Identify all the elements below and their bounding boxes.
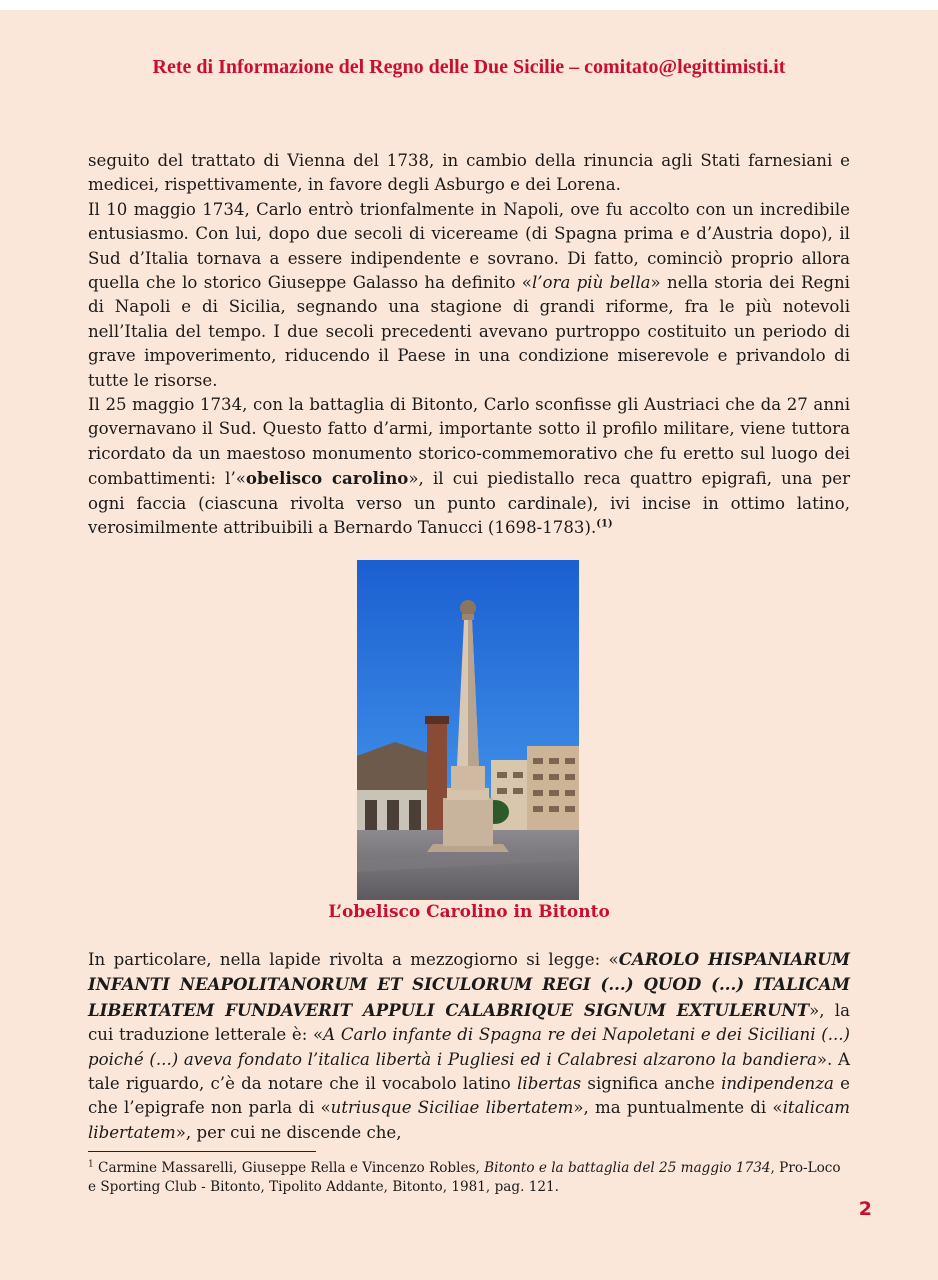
page-header: Rete di Informazione del Regno delle Due Sicilie – comitato@legittimisti.it	[152, 56, 786, 78]
body-text-bottom	[88, 947, 850, 1145]
footnote-reference[interactable]: (1)	[596, 518, 613, 530]
paragraph: Il 25 maggio 1734, con la battaglia di Bitonto, Carlo sconfisse gli Austriaci che da 27 anni governavano il Sud. Questo fatto d’armi, importante sotto il profilo militare, viene tuttora ricordato da un maestoso monumento storico-commemorativo che fu eretto sul luogo dei combattimenti: l’«obelisco carolino», il cui piedistallo reca quattro epigrafi, una per ogni faccia (ciascuna rivolta verso un punto cardinale), ivi incise in ottimo latino, verosimilmente attribuibili a Bernardo Tanucci (1698-1783).$^{(1)}$	[88, 395, 850, 538]
obelisk-photo-illustration	[357, 560, 579, 900]
paragraph: In particolare, nella lapide rivolta a mezzogiorno si legge: «CAROLO HISPANIARUM INFANTI NEAPOLITANORUM ET SICULORUM REGI (...) QUOD (...) ITALICAM LIBERTATEM FUNDAVERIT APPULI CALABRIQUE SIGNUM EXTULERUNT», la cui traduzione letterale è: «A Carlo infante di Spagna re dei Napoletani e dei Siciliani (...) poiché (...) aveva fondato l’italica libertà i Pugliesi ed i Calabresi alzarono la bandiera». A tale riguardo, c’è da notare che il vocabolo latino libertas significa anche indipendenza e che l’epigrafe non parla di «utriusque Siciliae libertatem», ma puntualmente di «italicam libertatem», per cui ne discende che,	[88, 949, 851, 1142]
paragraph: seguito del trattato di Vienna del 1738, in cambio della rinuncia agli Stati farnesiani e medicei, rispettivamente, in favore degli Asburgo e dei Lorena.	[88, 151, 850, 195]
paragraph: Il 10 maggio 1734, Carlo entrò trionfalmente in Napoli, ove fu accolto con un incredibile entusiasmo. Con lui, dopo due secoli di vicereame (di Spagna prima e d’Austria dopo), il Sud d’Italia tornava a essere indipendente e sovrano. Di fatto, cominciò proprio allora quella che lo storico Giuseppe Galasso ha definito «l’ora più bella» nella storia dei Regni di Napoli e di Sicilia, segnando una stagione di grandi riforme, fra le più notevoli nell’Italia del tempo. I due secoli precedenti avevano purtroppo costituito un periodo di grave impoverimento, riducendo il Paese in una condizione miserevole e privandolo di tutte le risorse.	[88, 199, 850, 390]
footnote-separator	[88, 1151, 316, 1152]
body-text-top	[88, 149, 850, 541]
footnote: $^1$ Carmine Massarelli, Giuseppe Rella e Vincenzo Robles, Bitonto e la battaglia del 25 maggio 1734, Pro-Loco e Sporting Club - Bitonto, Tipolito Addante, Bitonto, 1981, pag. 121.	[88, 1159, 841, 1195]
footnote-number: 1	[88, 1159, 94, 1170]
page-number: 2	[858, 1198, 872, 1220]
obelisk-photo	[357, 560, 579, 900]
figure-caption: L’obelisco Carolino in Bitonto	[328, 902, 610, 922]
